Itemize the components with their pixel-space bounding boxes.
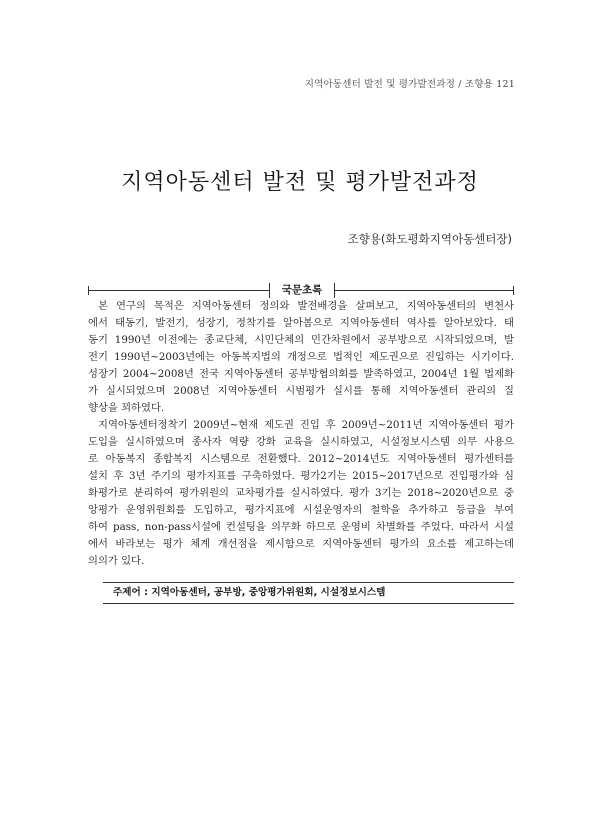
abstract-heading: 국문초록: [269, 283, 335, 298]
abstract-line: 에서 바라보는 평가 체계 개선점을 제시함으로 지역아동센터 평가의 요소를 제고하는데: [88, 538, 514, 550]
abstract-line: 성장기 2004~2008년 전국 지역아동센터 공부방협의회를 발족하였고, 2004년 1월 법제화: [88, 368, 514, 380]
abstract-line: 하여 pass, non-pass시설에 컨설팅을 의무화 하므로 운영비 차별화를 주었다. 따라서 시설: [88, 521, 514, 533]
abstract-paragraph-1: [88, 298, 514, 417]
abstract-body: [88, 298, 514, 570]
abstract-paragraph-2: [88, 417, 514, 570]
author-affiliation: 조향용(화도평화지역아동센터장): [347, 232, 512, 246]
abstract-line: 로 아동복지 종합복지 시스템으로 전환했다. 2012~2014년도 지역아동센터 평가센터를: [88, 453, 514, 465]
abstract-line: 앙평가 운영위원회를 도입하고, 평가지표에 시설운영자의 철학을 추가하고 등급을 부여: [88, 504, 514, 516]
abstract-line: 전기 1990년~2003년에는 아동복지법의 개정으로 법적인 제도권으로 진입하는 시기이다.: [88, 351, 514, 363]
abstract-line: 에서 태동기, 발전기, 성장기, 정착기를 알아봄으로 지역아동센터 역사를 알아보았다. 태: [88, 317, 514, 329]
divider-left-cap: [88, 286, 89, 295]
divider-right-cap: [513, 286, 514, 295]
abstract-line: 도입을 실시하였으며 종사자 역량 강화 교육을 실시하였고, 시설정보시스템 의무 사용으: [88, 436, 514, 448]
paper-title: 지역아동센터 발전 및 평가발전과정: [121, 169, 479, 195]
keywords-box: [103, 582, 514, 604]
abstract-line: 지역아동센터정착기 2009년~현재 제도권 진입 후 2009년~2011년 지역아동센터 평가: [98, 419, 514, 431]
keywords-terms: 지역아동센터, 공부방, 중앙평가위원회, 시설정보시스템: [151, 587, 386, 598]
abstract-line: 향상을 꾀하였다.: [88, 402, 165, 414]
abstract-line: 화평가로 분리하여 평가위원의 교차평가를 실시하였다. 평가 3기는 2018~2020년으로 중: [88, 487, 514, 499]
abstract-line: 의의가 있다.: [88, 555, 145, 567]
abstract-line: 가 실시되었으며 2008년 지역아동센터 시범평가 실시를 통해 지역아동센터 관리의 질: [88, 385, 514, 397]
abstract-line: 동기 1990년 이전에는 종교단체, 시민단체의 민간차원에서 공부방으로 시작되었으며, 발: [88, 334, 514, 346]
keywords-label: 주제어 :: [113, 587, 148, 598]
abstract-line: 본 연구의 목적은 지역아동센터 정의와 발전배경을 살펴보고, 지역아동센터의 변천사: [98, 300, 514, 312]
abstract-line: 설치 후 3년 주기의 평가지표를 구축하였다. 평가2기는 2015~2017년으로 진입평가와 심: [88, 470, 514, 482]
running-header: 지역아동센터 발전 및 평가발전과정 / 조향용 121: [304, 79, 515, 90]
